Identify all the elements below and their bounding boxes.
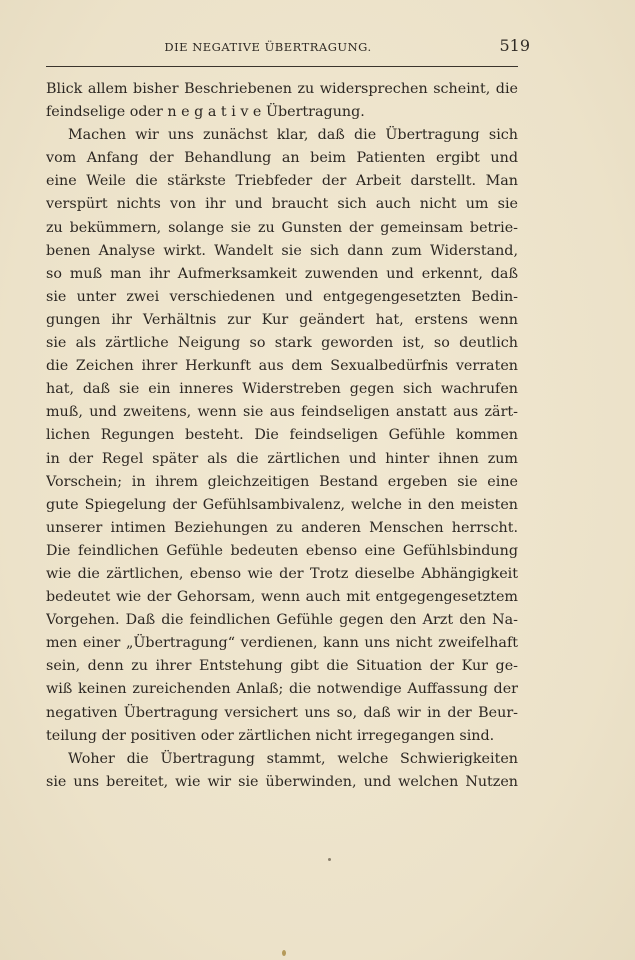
- paper-speck: [282, 950, 286, 956]
- text-line: die Zeichen ihrer Herkunft aus dem Sexualbedürfnis verraten: [46, 358, 518, 375]
- text-line: eine Weile die stärkste Triebfeder der Arbeit darstellt. Man: [46, 173, 518, 190]
- text-line: wiß keinen zureichenden Anlaß; die notwendige Auffassung der: [46, 681, 518, 698]
- text-line: men einer „Übertragung“ verdienen, kann uns nicht zweifelhaft: [46, 635, 518, 652]
- text-line: gungen ihr Verhältnis zur Kur geändert hat, erstens wenn: [46, 311, 518, 328]
- text-line: Vorschein; in ihrem gleichzeitigen Bestand ergeben sie eine: [46, 473, 518, 490]
- text-line: Blick allem bisher Beschriebenen zu widersprechen scheint, die: [46, 81, 518, 97]
- text-line: vom Anfang der Behandlung an beim Patienten ergibt und: [46, 150, 518, 167]
- text-line: sie als zärtliche Neigung so stark geworden ist, so deutlich: [46, 335, 518, 352]
- text-line: feindselige oder n e g a t i v e Übertragung.: [46, 104, 365, 121]
- text-line: gute Spiegelung der Gefühlsambivalenz, welche in den meisten: [46, 496, 518, 513]
- paper-speck: [328, 858, 331, 861]
- text-line: Woher die Übertragung stammt, welche Schwierigkeiten: [68, 750, 518, 767]
- text-line: sie uns bereitet, wie wir sie überwinden, und welchen Nutzen: [46, 773, 518, 790]
- header-rule: [46, 66, 518, 67]
- text-line: teilung der positiven oder zärtlichen nicht irregegangen sind.: [46, 727, 495, 744]
- text-line: bedeutet wie der Gehorsam, wenn auch mit entgegengesetztem: [46, 589, 518, 606]
- running-title: DIE NEGATIVE ÜBERTRAGUNG.: [164, 40, 372, 54]
- text-line: sein, denn zu ihrer Entstehung gibt die Situation der Kur ge-: [46, 658, 518, 675]
- text-line: zu bekümmern, solange sie zu Gunsten der gemeinsam betrie-: [46, 219, 518, 236]
- text-line: benen Analyse wirkt. Wandelt sie sich dann zum Widerstand,: [46, 242, 518, 259]
- text-line: hat, daß sie ein inneres Widerstreben gegen sich wachrufen: [46, 381, 518, 398]
- text-line: sie unter zwei verschiedenen und entgegengesetzten Bedin-: [46, 288, 518, 305]
- text-line: wie die zärtlichen, ebenso wie der Trotz dieselbe Abhängigkeit: [46, 565, 518, 582]
- page-number: 519: [499, 36, 530, 55]
- text-line: Machen wir uns zunächst klar, daß die Übertragung sich: [68, 127, 518, 144]
- text-line: Vorgehen. Daß die feindlichen Gefühle gegen den Arzt den Na-: [46, 612, 518, 629]
- text-line: unserer intimen Beziehungen zu anderen Menschen herrscht.: [46, 519, 518, 536]
- text-line: muß, und zweitens, wenn sie aus feindseligen anstatt aus zärt-: [46, 404, 518, 421]
- text-line: Die feindlichen Gefühle bedeuten ebenso eine Gefühlsbindung: [46, 542, 518, 559]
- text-line: in der Regel später als die zärtlichen und hinter ihnen zum: [46, 450, 518, 467]
- text-line: lichen Regungen besteht. Die feindseligen Gefühle kommen: [46, 427, 518, 444]
- text-line: verspürt nichts von ihr und braucht sich auch nicht um sie: [46, 196, 518, 213]
- body-text: [46, 78, 518, 794]
- text-line: negativen Übertragung versichert uns so, daß wir in der Beur-: [46, 704, 518, 721]
- text-line: so muß man ihr Aufmerksamkeit zuwenden und erkennt, daß: [46, 265, 518, 282]
- running-head: [46, 36, 530, 60]
